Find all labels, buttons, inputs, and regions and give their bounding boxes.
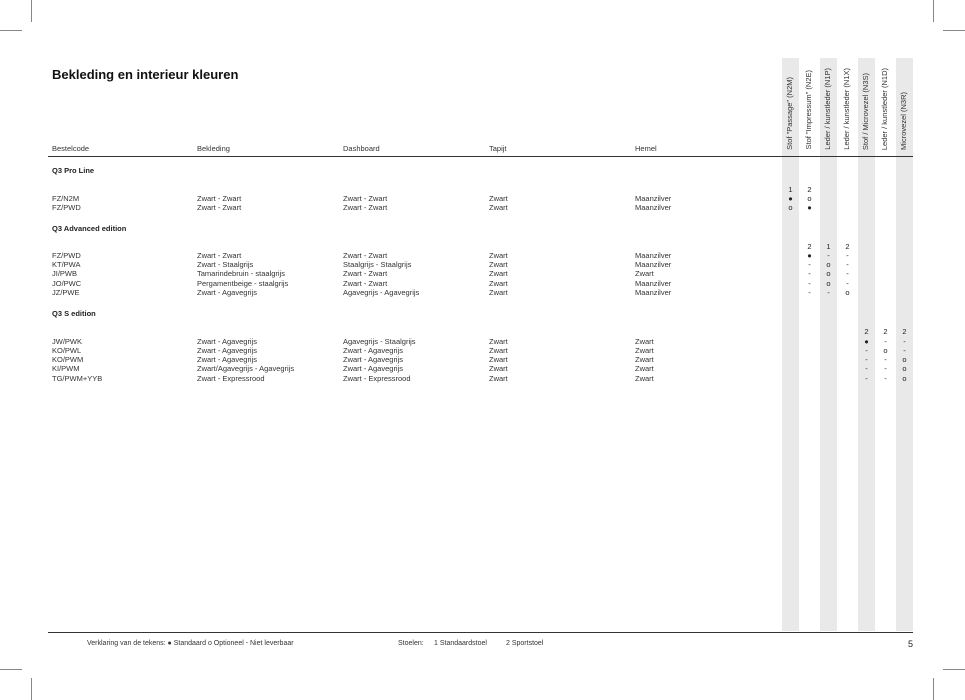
availability-mark: - — [846, 260, 849, 269]
column-header-n1x: Leder / kunstleder (N1X) — [842, 68, 851, 150]
row-code: FZ/PWD — [52, 251, 81, 260]
section-title: Q3 Pro Line — [52, 166, 95, 175]
column-header-n3r: Microvezel (N3R) — [899, 92, 908, 150]
availability-mark: o — [826, 269, 831, 278]
availability-mark: ● — [788, 194, 793, 203]
row-bekleding: Tamarindebruin - staalgrijs — [197, 269, 285, 278]
row-dashboard: Zwart - Zwart — [343, 194, 388, 203]
availability-mark: - — [865, 374, 868, 383]
section-title: Q3 S edition — [52, 309, 96, 318]
column-header-n2m: Stof "Passage" (N2M) — [785, 77, 794, 150]
availability-mark: - — [903, 346, 906, 355]
section-title: Q3 Advanced edition — [52, 224, 127, 233]
availability-mark: - — [808, 279, 811, 288]
row-tapijt: Zwart — [489, 337, 508, 346]
availability-mark: - — [884, 364, 887, 373]
crop-mark — [31, 678, 32, 700]
availability-mark: - — [865, 346, 868, 355]
row-tapijt: Zwart — [489, 374, 508, 383]
row-bekleding: Zwart/Agavegrijs - Agavegrijs — [197, 364, 295, 373]
row-hemel: Maanzilver — [635, 194, 672, 203]
row-hemel: Maanzilver — [635, 260, 672, 269]
seat-legend-standard: 1 Standaardstoel — [434, 640, 487, 647]
row-code: KI/PWM — [52, 364, 80, 373]
row-code: TG/PWM+YYB — [52, 374, 103, 383]
seat-type: 2 — [807, 242, 812, 251]
page-title: Bekleding en interieur kleuren — [52, 67, 239, 82]
row-hemel: Zwart — [635, 364, 654, 373]
availability-mark: o — [902, 355, 907, 364]
availability-mark: ● — [864, 337, 869, 346]
row-bekleding: Zwart - Agavegrijs — [197, 355, 258, 364]
availability-mark: - — [865, 364, 868, 373]
row-tapijt: Zwart — [489, 251, 508, 260]
row-bekleding: Zwart - Expressrood — [197, 374, 265, 383]
row-bekleding: Zwart - Staalgrijs — [197, 260, 254, 269]
availability-mark: - — [846, 269, 849, 278]
row-dashboard: Zwart - Agavegrijs — [343, 346, 404, 355]
availability-mark: ● — [807, 203, 812, 212]
row-bekleding: Zwart - Agavegrijs — [197, 346, 258, 355]
row-hemel: Maanzilver — [635, 203, 672, 212]
row-bekleding: Zwart - Zwart — [197, 251, 242, 260]
header-hemel: Hemel — [635, 144, 657, 153]
row-dashboard: Zwart - Agavegrijs — [343, 355, 404, 364]
seat-legend-sport: 2 Sportstoel — [506, 640, 544, 647]
row-hemel: Zwart — [635, 337, 654, 346]
seat-type: 2 — [883, 327, 888, 336]
availability-mark: - — [827, 251, 830, 260]
availability-mark: o — [807, 194, 812, 203]
row-bekleding: Zwart - Agavegrijs — [197, 288, 258, 297]
row-dashboard: Agavegrijs - Agavegrijs — [343, 288, 420, 297]
crop-mark — [943, 669, 965, 670]
row-code: KT/PWA — [52, 260, 81, 269]
row-hemel: Maanzilver — [635, 279, 672, 288]
row-hemel: Zwart — [635, 374, 654, 383]
column-header-n3s: Stof / Microvezel (N3S) — [861, 72, 870, 150]
seat-type: 2 — [864, 327, 869, 336]
header-bekleding: Bekleding — [197, 144, 230, 153]
row-code: FZ/N2M — [52, 194, 80, 203]
availability-mark: - — [884, 355, 887, 364]
row-code: JZ/PWE — [52, 288, 80, 297]
availability-mark: - — [865, 355, 868, 364]
row-tapijt: Zwart — [489, 346, 508, 355]
row-hemel: Zwart — [635, 346, 654, 355]
availability-mark: - — [884, 337, 887, 346]
row-dashboard: Zwart - Zwart — [343, 269, 388, 278]
row-tapijt: Zwart — [489, 269, 508, 278]
availability-mark: o — [826, 260, 831, 269]
row-bekleding: Zwart - Zwart — [197, 194, 242, 203]
row-tapijt: Zwart — [489, 194, 508, 203]
availability-mark: - — [808, 260, 811, 269]
page-number: 5 — [907, 639, 913, 649]
column-header-n2e: Stof "Impressum" (N2E) — [804, 70, 813, 150]
availability-mark: ● — [807, 251, 812, 260]
row-tapijt: Zwart — [489, 355, 508, 364]
row-code: JI/PWB — [52, 269, 78, 278]
row-bekleding: Zwart - Zwart — [197, 203, 242, 212]
crop-mark — [0, 669, 22, 670]
seat-type: 2 — [902, 327, 907, 336]
footer-divider — [48, 632, 913, 633]
row-dashboard: Zwart - Zwart — [343, 251, 388, 260]
crop-mark — [31, 0, 32, 22]
availability-mark: o — [845, 288, 850, 297]
row-dashboard: Zwart - Expressrood — [343, 374, 411, 383]
availability-mark: o — [902, 374, 907, 383]
row-bekleding: Pergamentbeige - staalgrijs — [197, 279, 289, 288]
availability-mark: - — [903, 337, 906, 346]
row-tapijt: Zwart — [489, 364, 508, 373]
row-dashboard: Zwart - Zwart — [343, 203, 388, 212]
row-hemel: Maanzilver — [635, 288, 672, 297]
row-code: KO/PWM — [52, 355, 84, 364]
seats-label: Stoelen: — [398, 640, 424, 647]
seat-type: 2 — [845, 242, 850, 251]
availability-mark: - — [846, 279, 849, 288]
availability-mark: o — [788, 203, 793, 212]
availability-mark: - — [884, 374, 887, 383]
legend: Verklaring van de tekens: ● Standaard o Optioneel - Niet leverbaar — [87, 640, 294, 647]
row-tapijt: Zwart — [489, 260, 508, 269]
row-dashboard: Agavegrijs - Staalgrijs — [343, 337, 416, 346]
availability-mark: - — [808, 269, 811, 278]
seat-type: 2 — [807, 185, 812, 194]
seat-type: 1 — [826, 242, 831, 251]
row-dashboard: Staalgrijs - Staalgrijs — [343, 260, 412, 269]
availability-mark: - — [846, 251, 849, 260]
row-dashboard: Zwart - Agavegrijs — [343, 364, 404, 373]
header-dashboard: Dashboard — [343, 144, 380, 153]
row-tapijt: Zwart — [489, 279, 508, 288]
row-tapijt: Zwart — [489, 203, 508, 212]
column-header-n1d: Leder / kunstleder (N1D) — [880, 67, 889, 150]
row-tapijt: Zwart — [489, 288, 508, 297]
availability-mark: o — [902, 364, 907, 373]
row-hemel: Zwart — [635, 269, 654, 278]
availability-mark: o — [883, 346, 888, 355]
row-code: FZ/PWD — [52, 203, 81, 212]
availability-mark: - — [827, 288, 830, 297]
crop-mark — [933, 678, 934, 700]
row-code: JW/PWK — [52, 337, 82, 346]
header-bestelcode: Bestelcode — [52, 144, 90, 153]
crop-mark — [0, 30, 22, 31]
seat-type: 1 — [788, 185, 793, 194]
row-bekleding: Zwart - Agavegrijs — [197, 337, 258, 346]
crop-mark — [943, 30, 965, 31]
row-code: KO/PWL — [52, 346, 82, 355]
availability-mark: - — [808, 288, 811, 297]
availability-mark: o — [826, 279, 831, 288]
header-divider — [48, 156, 913, 157]
column-header-n1p: Leder / kunstleder (N1P) — [823, 68, 832, 150]
row-hemel: Zwart — [635, 355, 654, 364]
crop-mark — [933, 0, 934, 22]
header-tapijt: Tapijt — [489, 144, 507, 153]
row-hemel: Maanzilver — [635, 251, 672, 260]
row-code: JO/PWC — [52, 279, 82, 288]
row-dashboard: Zwart - Zwart — [343, 279, 388, 288]
